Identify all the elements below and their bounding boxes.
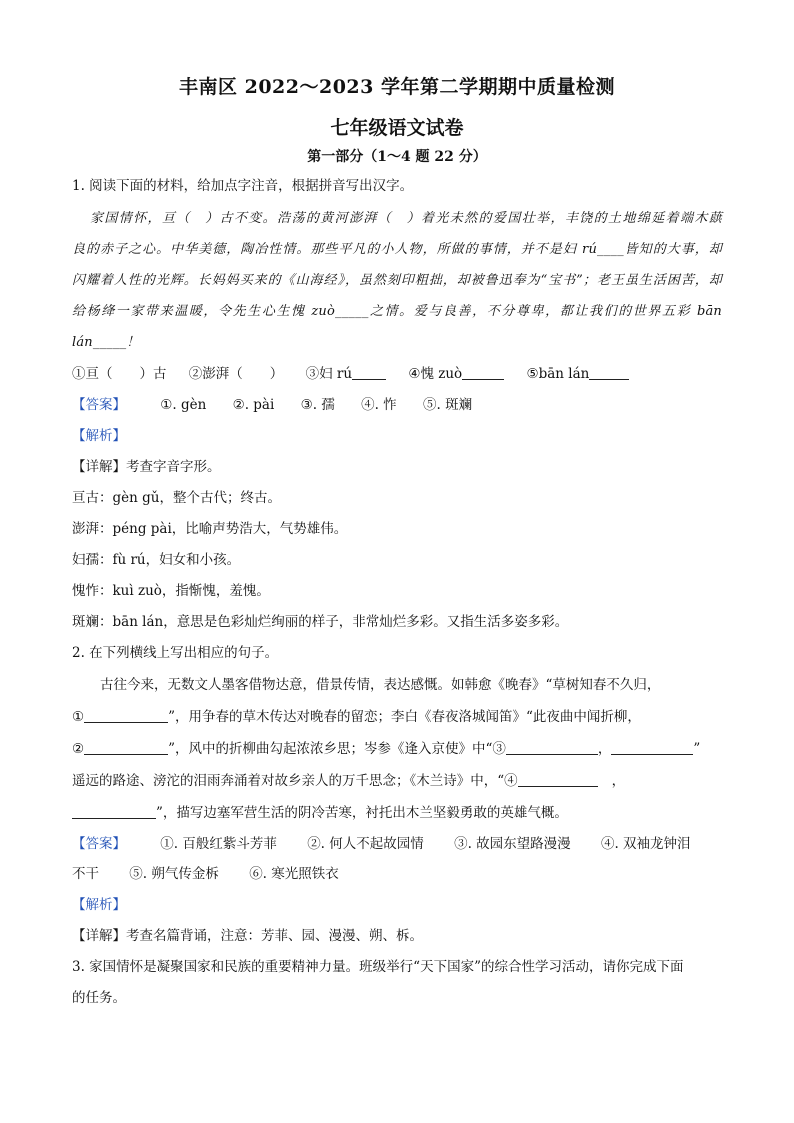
- q2-line: 遥远的路途、滂沱的泪雨奔涌着对故乡亲人的万千思念；《木兰诗》中，“④ ，: [72, 773, 626, 789]
- q1-blanks: [72, 364, 629, 384]
- mark: ①: [72, 709, 85, 725]
- q2-line-text: 遥远的路途、滂沱的泪雨奔涌着对故乡亲人的万千思念；《木兰诗》中，“④: [72, 773, 518, 789]
- note-line: 亘古：gèn gǔ，整个古代；终古。: [72, 490, 281, 506]
- answer-line[interactable]: [352, 365, 386, 380]
- blank-item: ②澎湃（ ）: [188, 366, 284, 382]
- answer-item: ②. 何人不起故园情: [307, 836, 424, 852]
- q2-stem: 2. 在下列横线上写出相应的句子。: [72, 645, 279, 661]
- q2-line: [72, 707, 641, 727]
- answer-label: 【答案】: [72, 836, 126, 852]
- q2-answer: [72, 834, 691, 854]
- answer-item: ⑥. 寒光照铁衣: [249, 866, 339, 882]
- answer-item: ⑤. 朔气传金柝: [129, 866, 219, 882]
- detail-text: 【详解】考查名篇背诵，注意：芳菲、园、漫漫、朔、柝。: [72, 928, 423, 944]
- exam-title: 丰南区 2022～2023 学年第二学期期中质量检测: [179, 76, 615, 98]
- answer-line[interactable]: [518, 772, 598, 787]
- answer-line[interactable]: [84, 708, 168, 723]
- blank-item: ④愧 zuò: [408, 366, 463, 382]
- q2-line: [72, 803, 568, 823]
- part-heading: 第一部分（1～4 题 22 分）: [307, 149, 487, 165]
- q2-line: 古往今来，无数文人墨客借物达意，借景传情，表达感慨。如韩愈《晚春》“草树知春不久归，: [100, 677, 661, 693]
- answer-item: ②. pài: [232, 397, 275, 413]
- q2-line-text: ”，风中的折柳曲勾起浓浓乡思；岑参《逢入京使》中“③: [168, 741, 506, 757]
- answer-item: ④. 双袖龙钟泪: [600, 836, 691, 852]
- q1-passage-line: 闪耀着人性的光辉。长妈妈买来的《山海经》，虽然刻印粗拙，却被鲁迅奉为“宝书”；老王虽生活困苦，却: [72, 273, 722, 288]
- answer-line[interactable]: [589, 365, 629, 380]
- answer-line[interactable]: [506, 740, 598, 755]
- answer-item: ①. gèn: [160, 397, 207, 413]
- answer-item: ⑤. 斑斓: [422, 397, 473, 413]
- q3-stem: 3. 家国情怀是凝聚国家和民族的重要精神力量。班级举行“天下国家”的综合性学习活动，请你完成下面: [72, 959, 684, 975]
- blank-item: ⑤bān lán: [526, 366, 590, 382]
- q1-passage-line: 家国情怀，亘（ ）古不变。浩荡的黄河澎湃（ ）着光未然的爱国壮举，丰饶的土地绵延着端木蕻: [90, 211, 722, 226]
- answer-item: ③. 故园东望路漫漫: [454, 836, 571, 852]
- q2-answer-cont: [72, 864, 339, 884]
- answer-item: ④. 怍: [361, 397, 397, 413]
- q2-line-text: ”，用争春的草木传达对晚春的留恋；李白《春夜洛城闻笛》“此夜曲中闻折柳，: [168, 709, 641, 725]
- exam-subtitle: 七年级语文试卷: [330, 117, 464, 139]
- answer-line[interactable]: [462, 365, 504, 380]
- analysis-label: 【解析】: [72, 897, 126, 913]
- q1-passage-line: 良的赤子之心。中华美德，陶冶性情。那些平凡的小人物，所做的事情，并不是妇 rú____皆知的大事，却: [72, 242, 722, 257]
- blank-item: ③妇 rú: [305, 366, 353, 382]
- blank-item: ①亘（ ）古: [72, 366, 167, 382]
- answer-item: ③. 孺: [300, 397, 335, 413]
- note-line: 妇孺：fù rú，妇女和小孩。: [72, 552, 241, 568]
- q1-stem: 1. 阅读下面的材料，给加点字注音，根据拼音写出汉字。: [72, 178, 414, 194]
- answer-line[interactable]: [611, 740, 693, 755]
- q3-stem: 的任务。: [72, 990, 126, 1006]
- answer-line[interactable]: [72, 804, 156, 819]
- note-line: 愧怍：kuì zuò，指惭愧，羞愧。: [72, 583, 270, 599]
- q2-line-text: ”，描写边塞军营生活的阴冷苦寒，衬托出木兰坚毅勇敢的英雄气概。: [156, 805, 568, 821]
- note-line: 斑斓：bān lán，意思是色彩灿烂绚丽的样子，非常灿烂多彩。又指生活多姿多彩。: [72, 614, 569, 630]
- q1-passage-line: 给杨绛一家带来温暖，令先生心生愧 zuò_____之情。爱与良善，不分尊卑，都让我们的世界五彩 bān: [72, 304, 722, 319]
- answer-line[interactable]: [84, 740, 168, 755]
- mark: ②: [72, 741, 85, 757]
- q1-answer: [72, 395, 472, 415]
- answer-label: 【答案】: [72, 397, 126, 413]
- detail-text: 【详解】考查字音字形。: [72, 459, 221, 475]
- analysis-label: 【解析】: [72, 428, 126, 444]
- answer-item: ①. 百般红紫斗芳菲: [160, 836, 277, 852]
- q1-passage-line: lán_____！: [72, 335, 140, 350]
- q2-line: ② ”，风中的折柳曲勾起浓浓乡思；岑参《逢入京使》中“③ ， ”: [72, 741, 701, 757]
- answer-item: 不干: [72, 866, 99, 882]
- note-line: 澎湃：péng pài，比喻声势浩大，气势雄伟。: [72, 521, 348, 537]
